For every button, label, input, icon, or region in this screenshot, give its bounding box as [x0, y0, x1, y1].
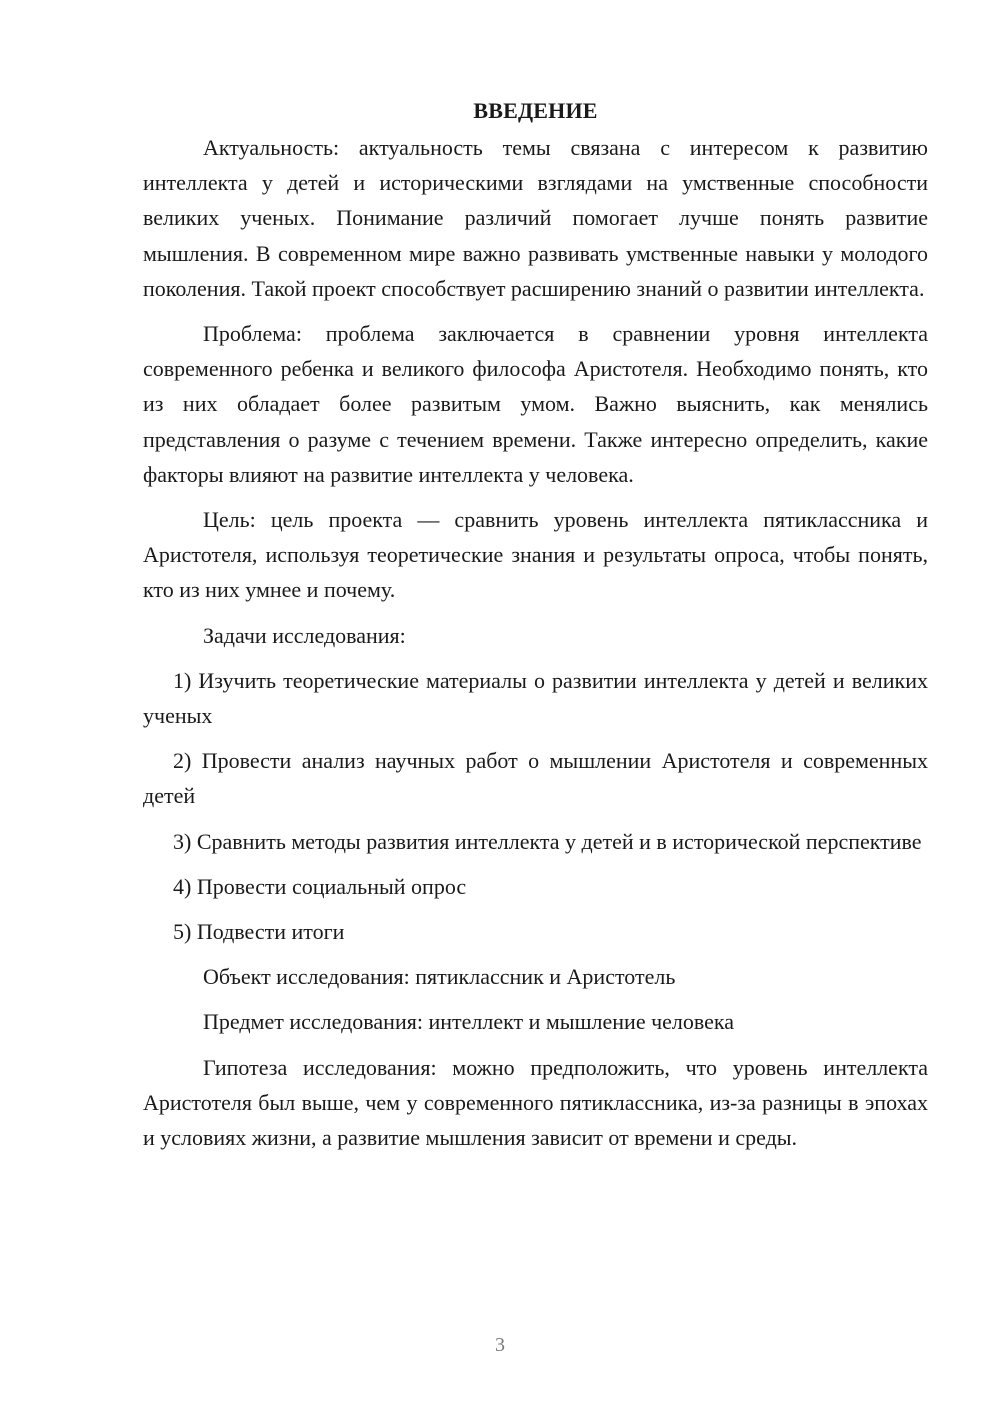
object-paragraph: Объект исследования: пятиклассник и Аристотель [203, 964, 676, 990]
list-item: 4) Провести социальный опрос [173, 873, 467, 899]
page-number: 3 [495, 1334, 505, 1356]
list-item: 3) Сравнить методы развития интеллекта у детей и в исторической перспективе [173, 828, 922, 854]
page-title: ВВЕДЕНИЕ [473, 98, 598, 123]
tasks-heading: Задачи исследования: [203, 622, 406, 648]
problem-paragraph: Проблема: проблема заключается в сравнении уровня интеллекта современного ребенка и великого философа Аристотеля. Необходимо понять, кто из них обладает более развитым умом. Важно выяснить, как менялись представления о разуме с течением времени. Также интересно определить, какие факторы влияют на развитие интеллекта у человека. [143, 321, 928, 487]
document-page [143, 94, 928, 1165]
list-item: 1) Изучить теоретические материалы о развитии интеллекта у детей и великих ученых [143, 667, 928, 729]
goal-paragraph: Цель: цель проекта — сравнить уровень интеллекта пятиклассника и Аристотеля, используя теоретические знания и результаты опроса, чтобы понять, кто из них умнее и почему. [143, 507, 928, 603]
tasks-list [143, 663, 928, 949]
subject-paragraph: Предмет исследования: интеллект и мышление человека [203, 1009, 735, 1035]
relevance-paragraph: Актуальность: актуальность темы связана с интересом к развитию интеллекта у детей и историческими взглядами на умственные способности великих ученых. Понимание различий помогает лучше понять развитие мышления. В современном мире важно развивать умственные навыки у молодого поколения. Такой проект способствует расширению знаний о развитии интеллекта. [143, 135, 928, 301]
list-item: 2) Провести анализ научных работ о мышлении Аристотеля и современных детей [143, 748, 928, 809]
hypothesis-paragraph: Гипотеза исследования: можно предположить, что уровень интеллекта Аристотеля был выше, чем у современного пятиклассника, из-за разницы в эпохах и условиях жизни, а развитие мышления зависит от времени и среды. [143, 1054, 928, 1151]
list-item: 5) Подвести итоги [173, 919, 345, 945]
